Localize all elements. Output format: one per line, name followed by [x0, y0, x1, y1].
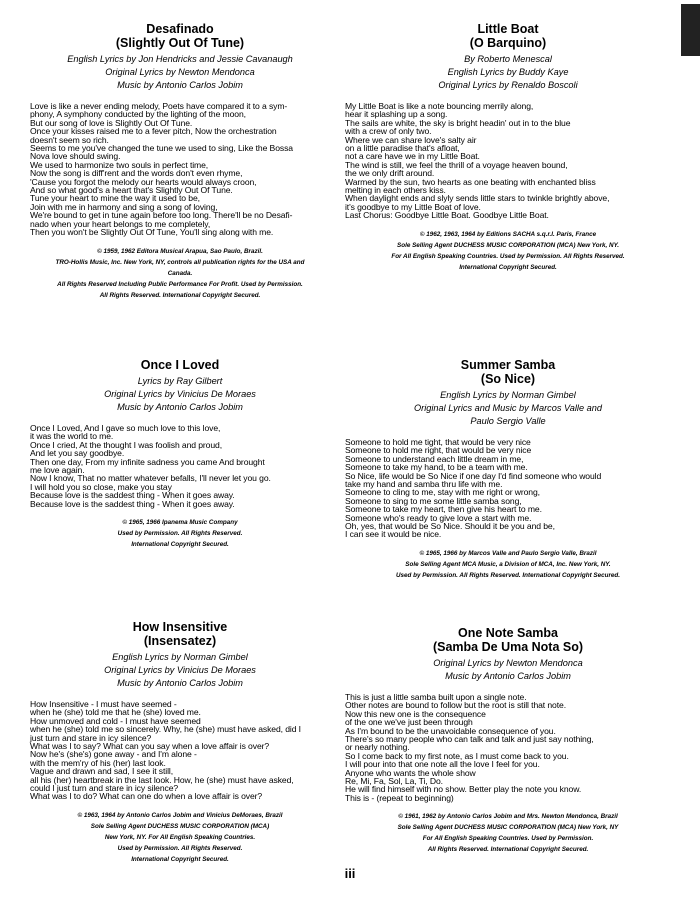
copyright-line: TRO-Hollis Music, Inc. New York, NY, controls all publication rights for the USA and [55, 258, 305, 266]
song-credits [345, 389, 671, 428]
copyright-line: Canada. [167, 269, 193, 277]
copyright-line: Used by Permission. All Rights Reserved. [117, 530, 243, 538]
song-little-boat [345, 22, 671, 273]
song-subtitle: (Slightly Out Of Tune) [115, 36, 245, 50]
credit-line: Original Lyrics by Vinicius De Moraes [104, 665, 256, 675]
copyright-line: New York, NY. For All English Speaking Countries. [104, 833, 256, 841]
song-lyrics: Someone to hold me tight, that would be very nice Someone to hold me right, that would be very nice Someone to understand each little dream in me, Someone to take my hand, to be a team with me. So Nice, life would be So Nice if one day I'd find someone who would take my hand and samba thru life with me. Someone to cling to me, stay with me right or wrong, Someone to sing to me some little samba song, Someone to take my heart, then give his heart to me. Someone who's ready to give love a start with me. Oh, yes, that would be So Nice. Should it be you and be, I can see it would be nice. [345, 437, 602, 540]
copyright-line: All Rights Reserved Including Public Performance For Profit. Used by Permission. [57, 280, 303, 288]
song-title: Summer Samba [460, 358, 556, 372]
credit-line: Music by Antonio Carlos Jobim [117, 402, 243, 412]
song-one-note-samba [345, 626, 671, 855]
song-credits [345, 53, 671, 92]
copyright-line: © 1965, 1966 Ipanema Music Company [122, 519, 238, 527]
credit-line: Music by Antonio Carlos Jobim [117, 678, 243, 688]
song-lyrics: This is just a little samba built upon a single note. Other notes are bound to follow but the root is still that note. Now this new one is the consequence of the one we've just been through As I'm bound to be the unavoidable consequence of you. There's so many people who can talk and talk and just say nothing, or nearly nothing. So I come back to my first note, as I must come back to you. I will pour into that one note all the love I feel for you. Anyone who wants the whole show Re, Mi, Fa, Sol, La, Ti, Do. He will find himself with no show. Better play the note you know. This is - (repeat to beginning) [345, 692, 594, 803]
credit-line: Original Lyrics by Renaldo Boscoli [438, 80, 578, 90]
copyright-notice [30, 246, 330, 301]
copyright-line: International Copyright Secured. [459, 263, 557, 271]
credit-line: English Lyrics by Jon Hendricks and Jessie Cavanaugh [67, 54, 293, 64]
credit-line: Original Lyrics by Newton Mendonca [105, 67, 255, 77]
song-subtitle: (So Nice) [480, 372, 536, 386]
copyright-line: Sole Selling Agent DUCHESS MUSIC CORPORATION (MCA) New York, NY. [397, 241, 619, 249]
credit-line: Original Lyrics by Newton Mendonca [433, 658, 583, 668]
copyright-line: © 1961, 1962 by Antonio Carlos Jobim and Mrs. Newton Mendonca, Brazil [398, 813, 618, 821]
song-once-i-loved [30, 358, 330, 550]
copyright-line: Sole Selling Agent DUCHESS MUSIC CORPORATION (MCA) New York, NY [397, 824, 619, 832]
page-number: iii [344, 866, 356, 881]
copyright-notice [30, 517, 330, 550]
song-lyrics: Once I Loved, And I gave so much love to this love, it was the world to me. Once I cried, At the thought I was foolish and proud, And let you say goodbye. Then one day, From my infinite sadness you came And brought me love again. Now I know, That no matter whatever befalls, I'll never let you go. I will hold you so close, make you stay Because love is the saddest thing - When it goes away. Because love is the saddest thing - When it goes away. [30, 423, 271, 509]
song-title: How Insensitive [132, 620, 228, 634]
copyright-line: © 1962, 1963, 1964 by Editions SACHA s.q.r.l. Paris, France [419, 230, 597, 238]
copyright-notice [345, 229, 671, 273]
song-lyrics: Love is like a never ending melody, Poets have compared it to a sym- phony, A symphony conducted by the lighting of the moon, But our song of love is Slightly Out Of Tune. Once your kisses raised me to a fever pitch, Now the orchestration doesn't seem so rich. Seems to me you've changed the tune we used to sing, Like the Bossa Nova love should swing. We used to harmonize two souls in perfect time, Now the song is diff'rent and the words don't even rhyme, 'Cause you forgot the melody our hearts would always croon, And so what good's a heart that's Slightly Out Of Tune. Tune your heart to mine the way it used to be, Join with me in harmony and sing a song of loving, We're bound to get in tune again before too long. There'll be no Desafi- nado when your heart belongs to me completely, Then you won't be Slightly Out Of Tune, You'll sing along with me. [30, 101, 293, 238]
credit-line: Music by Antonio Carlos Jobim [445, 671, 571, 681]
copyright-line: Sole Selling Agent MCA Music, a Division of MCA, Inc. New York, NY. [405, 560, 611, 568]
copyright-line: © 1965, 1966 by Marcos Valle and Paulo Sergio Valle, Brazil [419, 549, 597, 557]
song-title: Little Boat [477, 22, 539, 36]
copyright-line: All Rights Reserved. International Copyright Secured. [427, 846, 589, 854]
copyright-line: All Rights Reserved. International Copyright Secured. [99, 291, 261, 299]
copyright-line: For All English Speaking Countries. Used by Permission. All Rights Reserved. [391, 252, 625, 260]
copyright-line: Sole Selling Agent DUCHESS MUSIC CORPORATION (MCA) [90, 822, 270, 830]
song-subtitle: (Insensatez) [143, 634, 217, 648]
copyright-line: © 1959, 1962 Editora Musical Arapua, Sao Paulo, Brazil. [97, 247, 263, 255]
song-title: Desafinado [146, 22, 214, 36]
credit-line: English Lyrics by Norman Gimbel [440, 390, 576, 400]
copyright-line: © 1963, 1964 by Antonio Carlos Jobim and Vinicius DeMoraes, Brazil [77, 811, 283, 819]
song-credits [30, 375, 330, 414]
copyright-line: Used by Permission. All Rights Reserved. International Copyright Secured. [395, 571, 621, 579]
copyright-notice [345, 548, 671, 581]
song-title: One Note Samba [457, 626, 559, 640]
copyright-line: International Copyright Secured. [131, 541, 229, 549]
copyright-notice [345, 811, 671, 855]
credit-line: Paulo Sergio Valle [470, 416, 546, 426]
song-subtitle: (Samba De Uma Nota So) [432, 640, 584, 654]
song-how-insensitive [30, 620, 330, 865]
credit-line: Original Lyrics and Music by Marcos Valle and [414, 403, 602, 413]
song-credits [30, 53, 330, 92]
song-lyrics: How Insensitive - I must have seemed - when he (she) told me that he (she) loved me. How unmoved and cold - I must have seemed when he (she) told me so sincerely. Why, he (she) must have asked, did I just turn and stare in icy silence? What was I to say? What can you say when a love affair is over? Now he's (she's) gone away - and I'm alone - with the mem'ry of his (her) last look. Vague and drawn and sad, I see it still, all his (her) heartbreak in the last look. How, he (she) must have asked, could I just turn and stare in icy silence? What was I to do? What can one do when a love affair is over? [30, 699, 301, 802]
song-subtitle: (O Barquino) [469, 36, 547, 50]
song-title: Once I Loved [140, 358, 220, 372]
copyright-line: Used by Permission. All Rights Reserved. [117, 844, 243, 852]
song-summer-samba [345, 358, 671, 581]
song-credits [345, 657, 671, 683]
song-credits [30, 651, 330, 690]
copyright-notice [30, 810, 330, 865]
credit-line: By Roberto Menescal [464, 54, 552, 64]
song-lyrics: My Little Boat is like a note bouncing merrily along, hear it splashing up a song. The sails are white, the sky is bright headin' out in to the blue with a crew of only two. Where we can share love's salty air on a little paradise that's afloat, not a care have we in my Little Boat. The wind is still, we feel the thrill of a voyage heaven bound, the we only drift around. Warmed by the sun, two hearts as one beating with enchanted bliss melting in each others kiss. When daylight ends and slyly sends little stars to twinkle brightly above, it's goodbye to my Little Boat of love. Last Chorus: Goodbye Little Boat. Goodbye Little Boat. [345, 101, 610, 221]
credit-line: Lyrics by Ray Gilbert [137, 376, 223, 386]
song-desafinado [30, 22, 330, 301]
credit-line: Original Lyrics by Vinicius De Moraes [104, 389, 256, 399]
page-edge-mark [681, 4, 700, 56]
credit-line: English Lyrics by Norman Gimbel [112, 652, 248, 662]
credit-line: English Lyrics by Buddy Kaye [447, 67, 569, 77]
credit-line: Music by Antonio Carlos Jobim [117, 80, 243, 90]
copyright-line: For All English Speaking Countries. Used by Permission. [422, 835, 594, 843]
copyright-line: International Copyright Secured. [131, 855, 229, 863]
